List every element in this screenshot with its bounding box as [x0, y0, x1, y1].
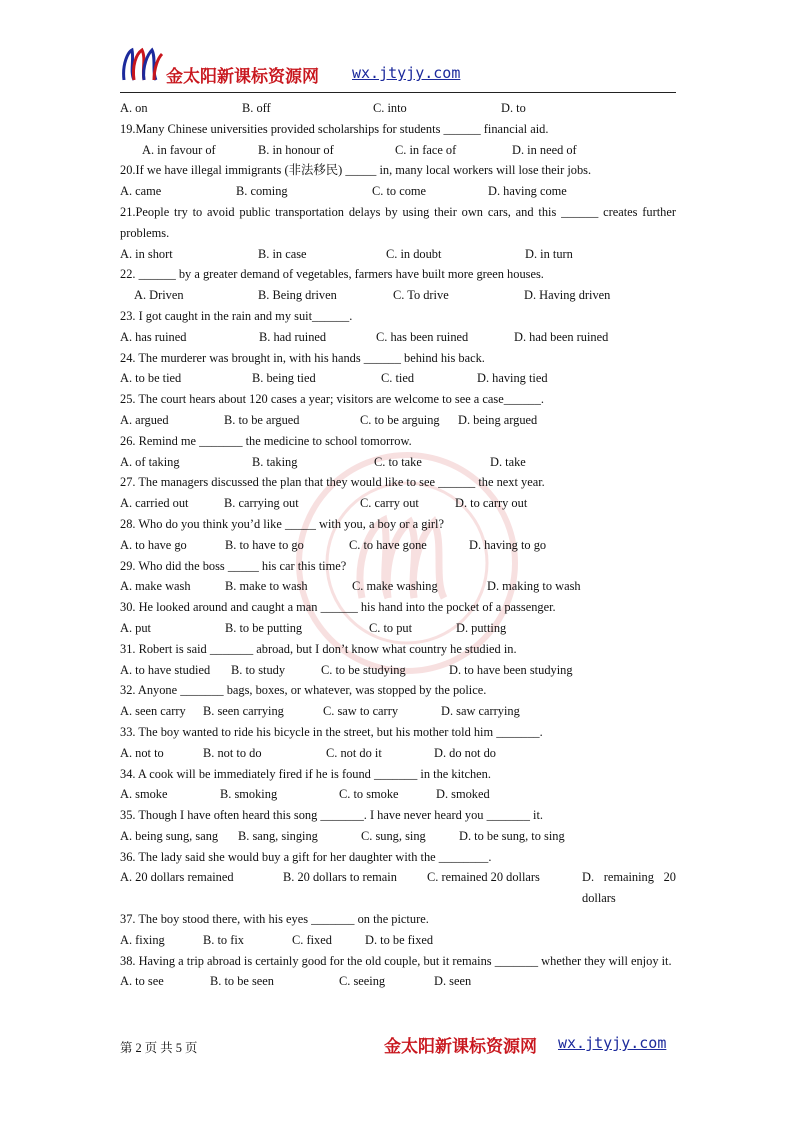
question-options — [120, 826, 676, 847]
option-c: C. in doubt — [386, 246, 442, 261]
option-d: D. being argued — [458, 412, 538, 427]
option-b: B. to be putting — [225, 620, 303, 635]
header-brand: 金太阳新课标资源网 — [166, 67, 319, 87]
question-stem: 26. Remind me _______ the medicine to school tomorrow. — [120, 433, 412, 448]
question-options — [120, 140, 676, 161]
question-options — [120, 576, 676, 597]
option-c: C. to take — [374, 454, 422, 469]
option-c: C. in face of — [395, 142, 457, 157]
option-d: D. remaining 20 dollars — [582, 870, 676, 906]
option-b: B. to have to go — [225, 537, 304, 552]
option-b: B. had ruined — [259, 329, 327, 344]
option-d: D. to be sung, to sing — [459, 828, 565, 843]
option-b: B. carrying out — [224, 496, 299, 511]
question-stem: 31. Robert is said _______ abroad, but I don’t know what country he studied in. — [120, 641, 517, 656]
option-d: D. smoked — [436, 787, 490, 802]
question-stem: 19.Many Chinese universities provided scholarships for students ______ financial aid. — [120, 121, 549, 136]
option-c: C. not do it — [326, 745, 382, 760]
footer-brand: 金太阳新课标资源网 — [384, 1037, 537, 1057]
question-options — [120, 784, 676, 805]
option-a: A. put — [120, 620, 151, 635]
question-stem: 20.If we have illegal immigrants (非法移民) _____ in, many local workers will lose their jobs. — [120, 163, 592, 178]
question-options — [120, 660, 676, 681]
header-url-link[interactable]: wx.jtyjy.com — [352, 64, 461, 82]
question-options — [120, 743, 676, 764]
option-d: D. saw carrying — [441, 704, 520, 719]
jintaiyang-logo-icon — [120, 46, 164, 86]
option-d: D. seen — [434, 974, 472, 989]
option-a: A. fixing — [120, 932, 165, 947]
option-c: C. To drive — [393, 288, 449, 303]
question-stem: 34. A cook will be immediately fired if he is found _______ in the kitchen. — [120, 766, 491, 781]
option-d: D. to have been studying — [449, 662, 573, 677]
option-a: A. being sung, sang — [120, 828, 219, 843]
option-b: B. taking — [252, 454, 298, 469]
question-stem: 21.People try to avoid public transportation delays by using their own cars, and this ______ creates further problems. — [120, 204, 676, 240]
option-a: A. in short — [120, 246, 173, 261]
option-b: B. off — [242, 101, 271, 115]
question-options — [120, 867, 676, 909]
option-b: B. not to do — [203, 745, 262, 760]
option-d: D. to — [501, 101, 526, 115]
option-b: B. to study — [231, 662, 286, 677]
question-options — [120, 368, 676, 389]
option-c: C. saw to carry — [323, 704, 399, 719]
option-a: A. in favour of — [142, 142, 216, 157]
question-stem: 32. Anyone _______ bags, boxes, or whatever, was stopped by the police. — [120, 683, 487, 698]
option-a: A. argued — [120, 412, 169, 427]
question-options — [120, 327, 676, 348]
question-stem: 37. The boy stood there, with his eyes _______ on the picture. — [120, 912, 429, 927]
option-a: A. on — [120, 101, 148, 115]
option-b: B. make to wash — [225, 579, 308, 594]
question-stem: 23. I got caught in the rain and my suit______. — [120, 308, 353, 323]
question-stem: 36. The lady said she would buy a gift for her daughter with the ________. — [120, 849, 492, 864]
question-options — [120, 618, 676, 639]
option-d: D. to be fixed — [365, 932, 434, 947]
option-d: D. do not do — [434, 745, 496, 760]
question-stem: 28. Who do you think you’d like _____ with you, a boy or a girl? — [120, 516, 444, 531]
question-stem: 24. The murderer was brought in, with his hands ______ behind his back. — [120, 350, 485, 365]
option-c: C. has been ruined — [376, 329, 469, 344]
question-options — [120, 535, 676, 556]
question-stem: 25. The court hears about 120 cases a year; visitors are welcome to see a case______. — [120, 392, 544, 407]
option-d: D. to carry out — [455, 496, 528, 511]
option-a: A. has ruined — [120, 329, 187, 344]
option-c: C. to put — [369, 620, 413, 635]
option-b: B. being tied — [252, 371, 316, 386]
footer-url-link[interactable]: wx.jtyjy.com — [558, 1034, 667, 1052]
option-d: D. take — [490, 454, 526, 469]
question-stem: 33. The boy wanted to ride his bicycle in the street, but his mother told him _______. — [120, 724, 543, 739]
option-d: D. having come — [488, 184, 567, 199]
option-a: A. smoke — [120, 787, 168, 802]
option-b: B. in case — [258, 246, 307, 261]
option-a: A. to see — [120, 974, 164, 989]
option-a: A. make wash — [120, 579, 191, 594]
option-a: A. came — [120, 184, 162, 199]
option-d: D. in need of — [512, 142, 577, 157]
option-d: D. having to go — [469, 537, 547, 552]
option-c: C. into — [373, 101, 407, 115]
question-stem: 30. He looked around and caught a man ______ his hand into the pocket of a passenger. — [120, 600, 556, 615]
option-c: C. carry out — [360, 496, 419, 511]
question-list — [120, 98, 676, 992]
question-options — [120, 493, 676, 514]
option-a: A. to have studied — [120, 662, 211, 677]
option-d: D. having tied — [477, 371, 548, 386]
option-d: D. putting — [456, 620, 507, 635]
question-stem: 27. The managers discussed the plan that they would like to see ______ the next year. — [120, 475, 545, 490]
question-options — [120, 410, 676, 431]
page-footer — [120, 1032, 676, 1058]
question-options — [120, 244, 676, 265]
option-c: C. make washing — [352, 579, 438, 594]
option-d: D. Having driven — [524, 288, 611, 303]
question-stem: 29. Who did the boss _____ his car this time? — [120, 558, 347, 573]
question-options — [120, 285, 676, 306]
option-b: B. Being driven — [258, 288, 337, 303]
page-header — [120, 44, 676, 93]
question-stem: 22. ______ by a greater demand of vegetables, farmers have built more green houses. — [120, 267, 544, 282]
option-c: C. to have gone — [349, 537, 427, 552]
option-b: B. sang, singing — [238, 828, 318, 843]
option-a: A. carried out — [120, 496, 189, 511]
option-a: A. 20 dollars remained — [120, 870, 234, 885]
option-b: B. coming — [236, 184, 288, 199]
option-b: B. to be argued — [224, 412, 300, 427]
option-b: B. smoking — [220, 787, 278, 802]
option-a: A. Driven — [134, 288, 184, 303]
question-18-options — [120, 98, 676, 119]
option-a: A. seen carry — [120, 704, 186, 719]
option-c: C. to smoke — [339, 787, 399, 802]
option-d: D. had been ruined — [514, 329, 609, 344]
option-c: C. seeing — [339, 974, 386, 989]
option-a: A. of taking — [120, 454, 180, 469]
question-stem: 38. Having a trip abroad is certainly good for the old couple, but it remains _______ whether they will enjoy it. — [120, 953, 672, 968]
option-c: C. to come — [372, 184, 427, 199]
question-stem: 35. Though I have often heard this song _______. I have never heard you _______ it. — [120, 808, 544, 823]
question-options — [120, 930, 676, 951]
question-options — [120, 452, 676, 473]
question-options — [120, 971, 676, 992]
option-c: C. remained 20 dollars — [427, 870, 540, 885]
option-c: C. fixed — [292, 932, 332, 947]
option-b: B. to be seen — [210, 974, 275, 989]
option-b: B. to fix — [203, 932, 244, 947]
option-b: B. 20 dollars to remain — [283, 870, 397, 885]
option-a: A. to have go — [120, 537, 187, 552]
option-c: C. to be arguing — [360, 412, 440, 427]
option-c: C. sung, sing — [361, 828, 426, 843]
option-d: D. in turn — [525, 246, 573, 261]
option-c: C. tied — [381, 371, 415, 386]
question-options — [120, 701, 676, 722]
option-c: C. to be studying — [321, 662, 406, 677]
option-a: A. not to — [120, 745, 164, 760]
option-a: A. to be tied — [120, 371, 182, 386]
question-options — [120, 181, 676, 202]
option-b: B. seen carrying — [203, 704, 284, 719]
option-d: D. making to wash — [487, 579, 581, 594]
option-b: B. in honour of — [258, 142, 334, 157]
page-number: 第 2 页 共 5 页 — [120, 1041, 198, 1055]
